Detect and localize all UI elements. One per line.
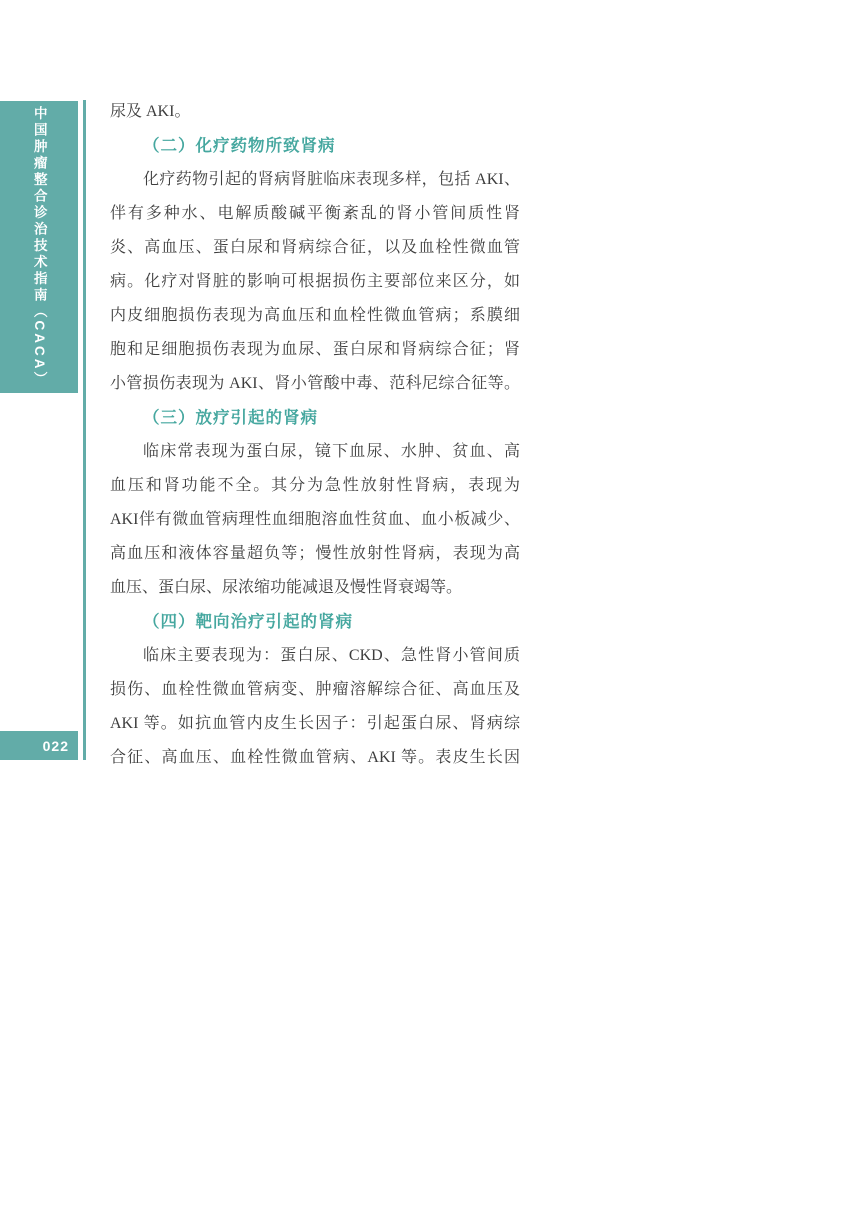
text-line: 合征、高血压、血栓性微血管病、AKI 等。表皮生长因 <box>110 749 520 766</box>
section-heading: （四）靶向治疗引起的肾病 <box>143 613 353 631</box>
text-line: 血压、蛋白尿、尿浓缩功能减退及慢性肾衰竭等。 <box>110 579 463 596</box>
text-line: 高血压和液体容量超负等；慢性放射性肾病，表现为高 <box>110 545 520 562</box>
sidebar-title-band <box>0 101 78 393</box>
text-line: AKI伴有微血管病理性血细胞溶血性贫血、血小板减少、 <box>110 511 520 528</box>
text-line: AKI 等。如抗血管内皮生长因子：引起蛋白尿、肾病综 <box>110 715 520 732</box>
text-line: 内皮细胞损伤表现为高血压和血栓性微血管病；系膜细 <box>110 307 520 324</box>
text-line: 胞和足细胞损伤表现为血尿、蛋白尿和肾病综合征；肾 <box>110 341 520 358</box>
section-heading: （三）放疗引起的肾病 <box>143 409 318 427</box>
text-line: 炎、高血压、蛋白尿和肾病综合征，以及血栓性微血管 <box>110 239 520 256</box>
page-number-badge <box>0 731 78 760</box>
text-line: 化疗药物引起的肾病肾脏临床表现多样，包括 AKI、 <box>143 171 520 188</box>
text-line: 伴有多种水、电解质酸碱平衡紊乱的肾小管间质性肾 <box>110 205 520 222</box>
vertical-divider <box>83 100 86 760</box>
page-number: 022 <box>42 737 69 754</box>
book-title-vertical: 中国肿瘤整合诊治技术指南（CACA） <box>31 106 47 388</box>
text-line: 小管损伤表现为 AKI、肾小管酸中毒、范科尼综合征等。 <box>110 375 520 392</box>
text-line: 血压和肾功能不全。其分为急性放射性肾病，表现为 <box>110 477 520 494</box>
text-line: 损伤、血栓性微血管病变、肿瘤溶解综合征、高血压及 <box>110 681 520 698</box>
text-line: 病。化疗对肾脏的影响可根据损伤主要部位来区分，如 <box>110 273 520 290</box>
text-line: 临床主要表现为：蛋白尿、CKD、急性肾小管间质 <box>143 647 520 664</box>
main-text-column <box>110 95 520 775</box>
text-line: 临床常表现为蛋白尿，镜下血尿、水肿、贫血、高 <box>143 443 520 460</box>
section-heading: （二）化疗药物所致肾病 <box>143 137 336 155</box>
text-line: 尿及 AKI。 <box>110 103 191 120</box>
